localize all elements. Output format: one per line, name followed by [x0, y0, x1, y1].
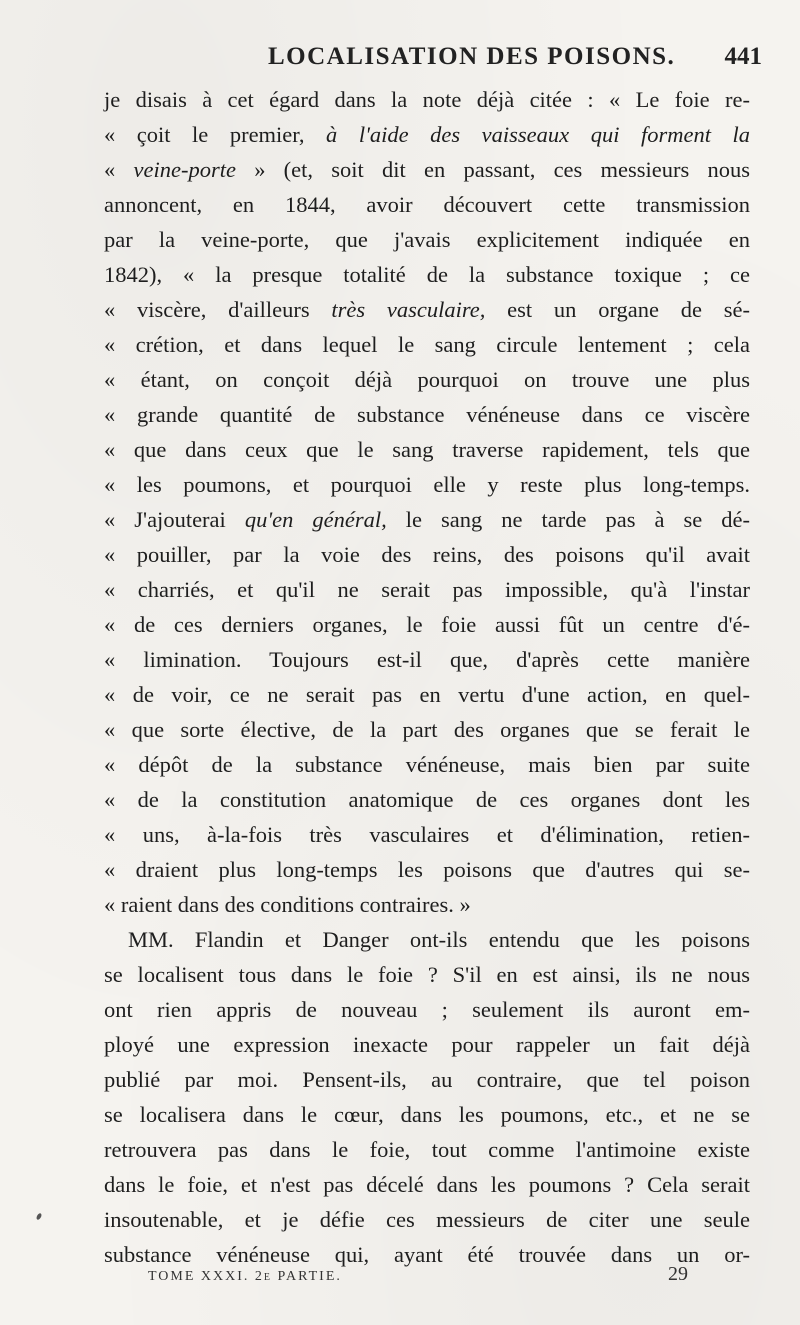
text-line: annoncent, en 1844, avoir découvert cette transmission: [104, 192, 750, 217]
text-line: dans le foie, et n'est pas décelé dans les poumons ? Cela serait: [104, 1172, 750, 1197]
text-line: « raient dans des conditions contraires. »: [104, 892, 471, 917]
text-line: par la veine-porte, que j'avais explicitement indiquée en: [104, 227, 750, 252]
text-line: « grande quantité de substance vénéneuse dans ce viscère: [104, 402, 750, 427]
text-line: MM. Flandin et Danger ont-ils entendu que les poisons: [128, 927, 750, 952]
page-footer: [148, 1263, 708, 1293]
text-line: retrouvera pas dans le foie, tout comme l'antimoine existe: [104, 1137, 750, 1162]
sheet-number: 29: [668, 1263, 688, 1285]
text-line: « J'ajouterai qu'en général, le sang ne tarde pas à se dé-: [104, 507, 750, 532]
text-line: insoutenable, et je défie ces messieurs de citer une seule: [104, 1207, 750, 1232]
text-line: « étant, on conçoit déjà pourquoi on trouve une plus: [104, 367, 750, 392]
text-line: « de ces derniers organes, le foie aussi fût un centre d'é-: [104, 612, 750, 637]
text-line: ont rien appris de nouveau ; seulement ils auront em-: [104, 997, 750, 1022]
text-line: « draient plus long-temps les poisons que d'autres qui se-: [104, 857, 750, 882]
text-line: « uns, à-la-fois très vasculaires et d'élimination, retien-: [104, 822, 750, 847]
text-line: « pouiller, par la voie des reins, des poisons qu'il avait: [104, 542, 750, 567]
text-line: publié par moi. Pensent-ils, au contraire, que tel poison: [104, 1067, 750, 1092]
text-line: je disais à cet égard dans la note déjà citée : « Le foie re-: [104, 87, 750, 112]
text-line: « que dans ceux que le sang traverse rapidement, tels que: [104, 437, 750, 462]
body-text: [104, 82, 750, 1272]
text-line: « dépôt de la substance vénéneuse, mais bien par suite: [104, 752, 750, 777]
text-line: « crétion, et dans lequel le sang circule lentement ; cela: [104, 332, 750, 357]
page-header: [98, 43, 762, 75]
text-line: se localisent tous dans le foie ? S'il en est ainsi, ils ne nous: [104, 962, 750, 987]
text-line: « de la constitution anatomique de ces organes dont les: [104, 787, 750, 812]
text-line: « limination. Toujours est-il que, d'après cette manière: [104, 647, 750, 672]
text-line: 1842), « la presque totalité de la substance toxique ; ce: [104, 262, 750, 287]
ink-speck: [36, 1212, 43, 1220]
text-line: « de voir, ce ne serait pas en vertu d'une action, en quel-: [104, 682, 750, 707]
text-line: « que sorte élective, de la part des organes que se ferait le: [104, 717, 750, 742]
text-line: se localisera dans le cœur, dans les poumons, etc., et ne se: [104, 1102, 750, 1127]
text-line: substance vénéneuse qui, ayant été trouvée dans un or-: [104, 1242, 750, 1267]
text-line: « les poumons, et pourquoi elle y reste plus long-temps.: [104, 472, 750, 497]
running-title: LOCALISATION DES POISONS.: [268, 43, 676, 70]
text-line: « charriés, et qu'il ne serait pas impossible, qu'à l'instar: [104, 577, 750, 602]
text-line: « viscère, d'ailleurs très vasculaire, est un organe de sé-: [104, 297, 750, 322]
text-line: ployé une expression inexacte pour rappeler un fait déjà: [104, 1032, 750, 1057]
signature-mark: TOME XXXI. 2e PARTIE.: [148, 1269, 342, 1284]
text-line: « çoit le premier, à l'aide des vaisseaux qui forment la: [104, 122, 750, 147]
text-line: « veine-porte » (et, soit dit en passant, ces messieurs nous: [104, 157, 751, 182]
page-number: 441: [724, 43, 762, 70]
